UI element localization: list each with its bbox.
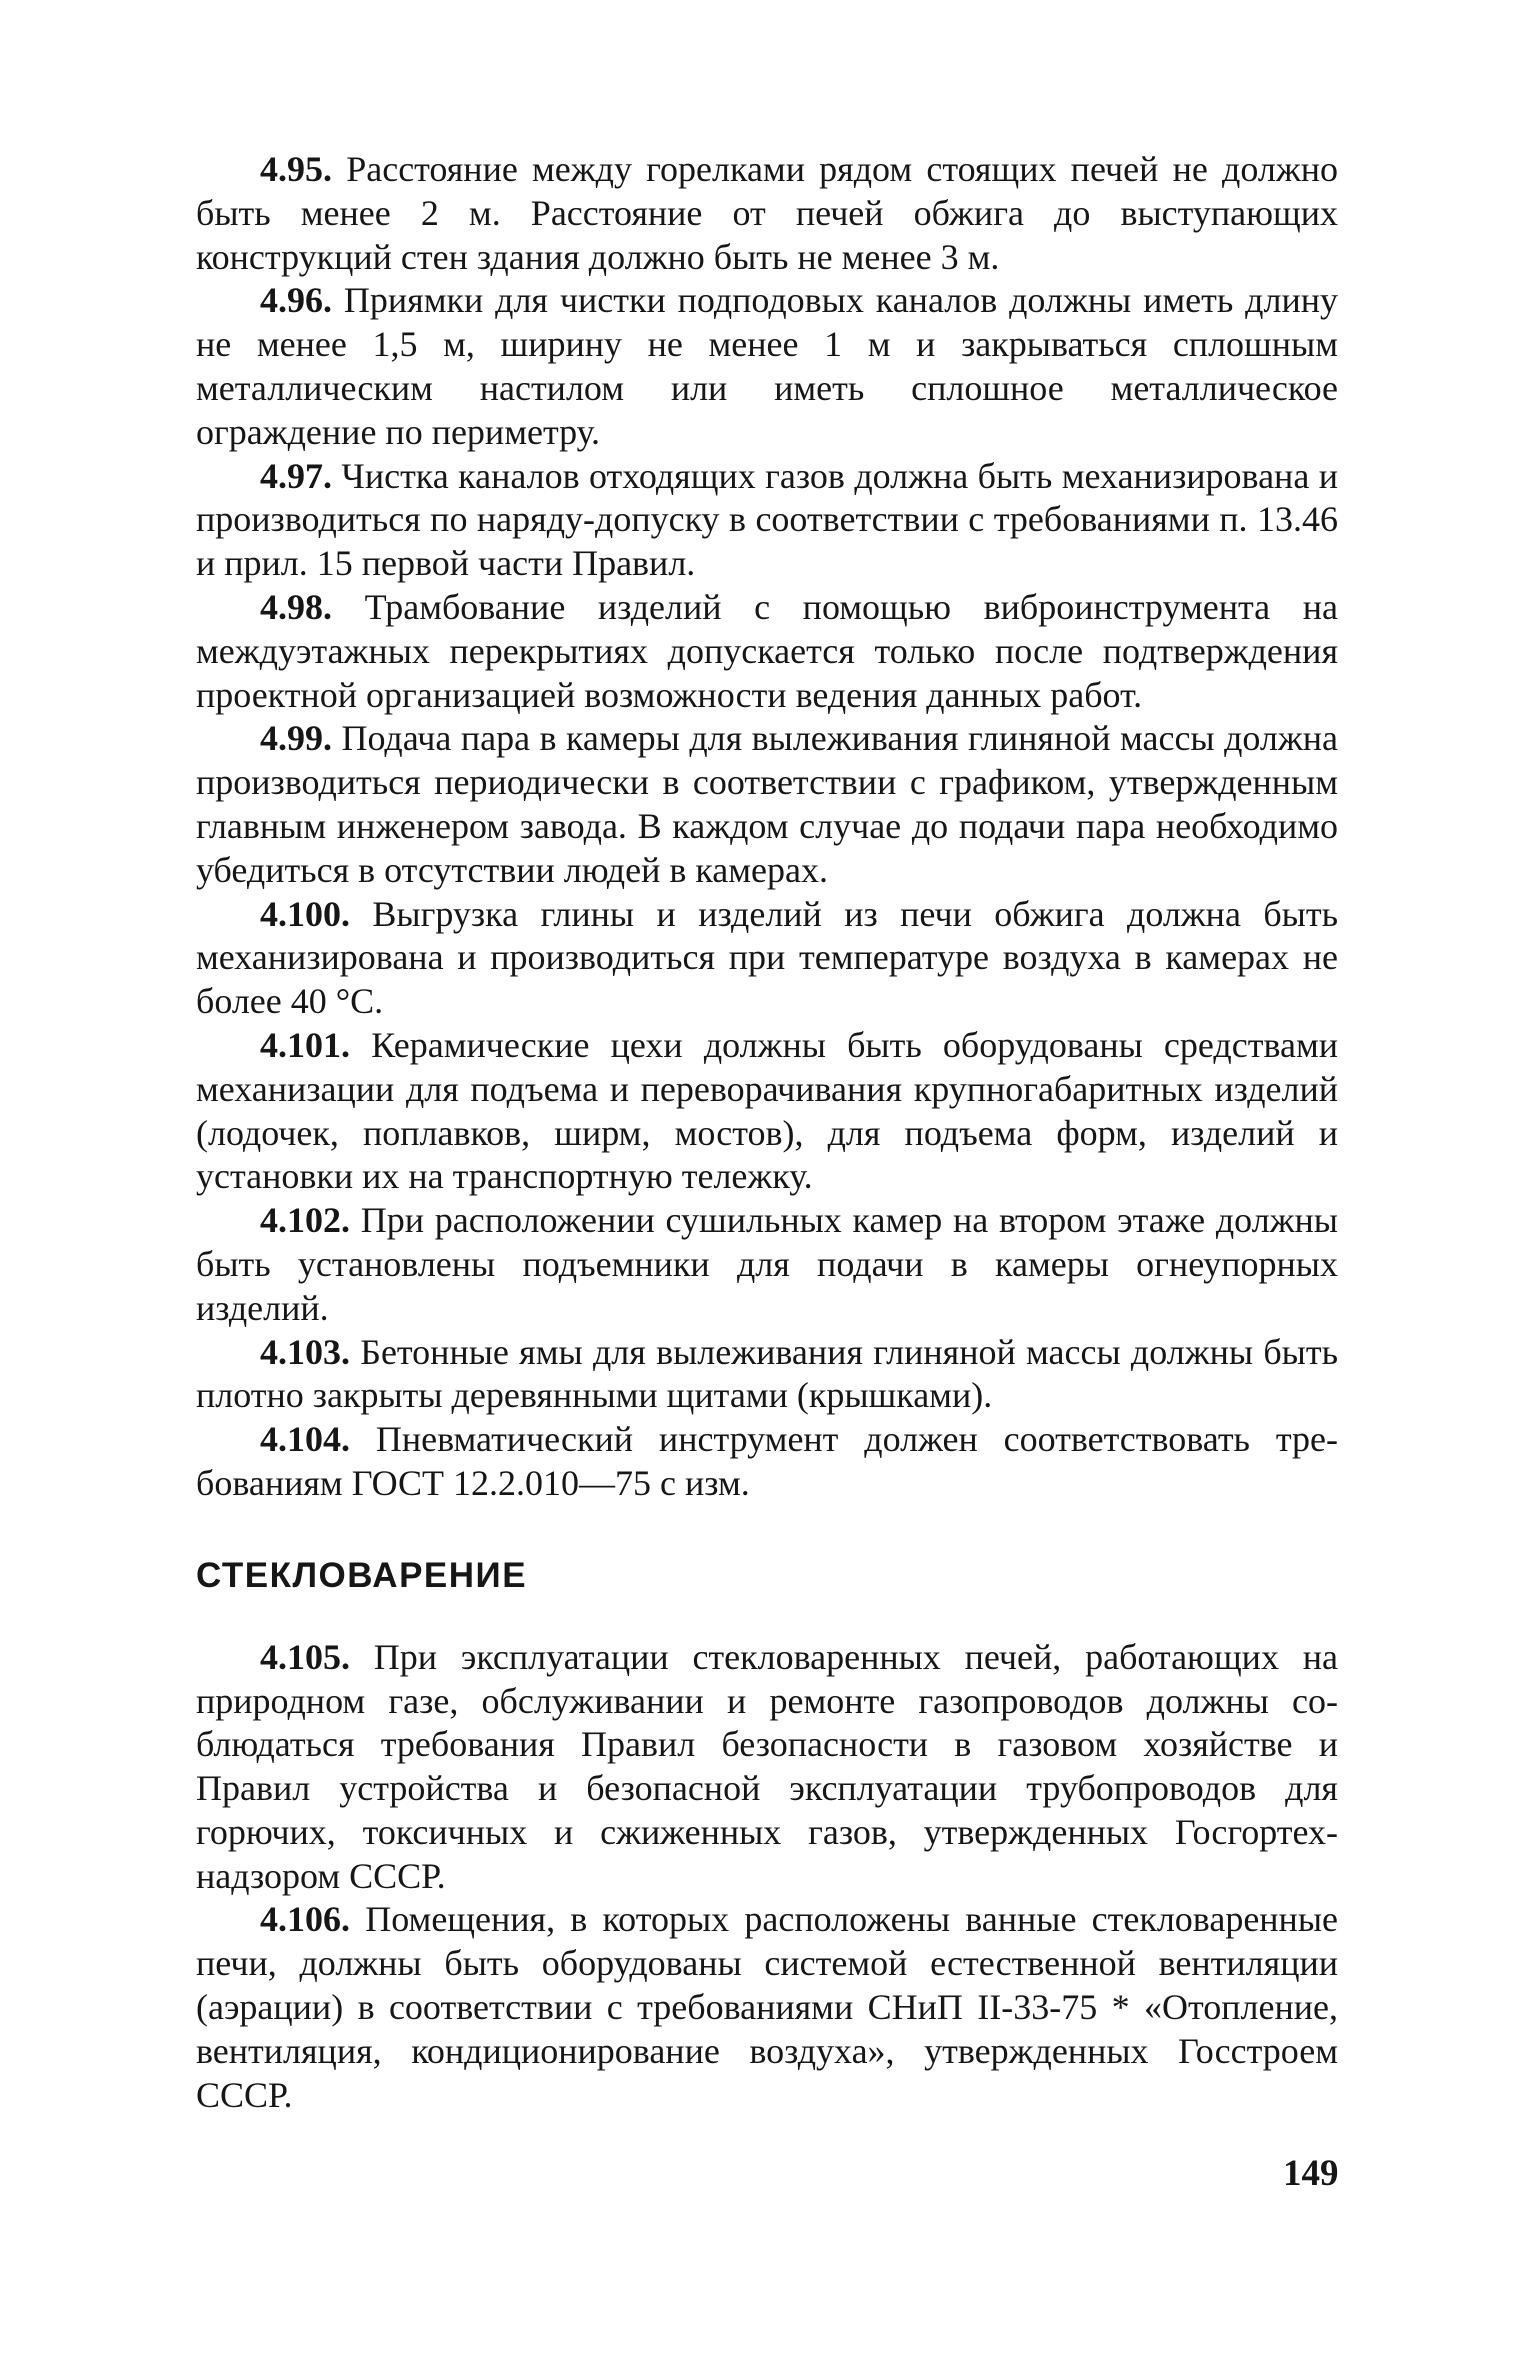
paragraph-text: При расположении сушильных камер на втором этаже должны быть установлены подъемники для подачи в камеры огнеупорных изделий. [196,1200,1338,1328]
paragraph-number: 4.106. [260,1899,350,1940]
section-heading: СТЕКЛОВАРЕНИЕ [196,1555,528,1595]
paragraph-text: Выгрузка глины и изделий из печи обжига должна быть механизирована и производиться при температуре воздуха в камерах не более 40 °С. [196,893,1338,1022]
paragraph-number: 4.104. [260,1419,350,1460]
paragraph-4-106 [196,1898,1338,2117]
paragraph-text: Керамические цехи должны быть оборудованы средствами механизации для подъема и переворачивания крупногабаритных изделий (лодочек, поплавков, ширм, мостов), для подъема форм, изделий и установки их на транспортную тележку. [196,1024,1338,1197]
paragraph-4-105 [196,1636,1338,1899]
paragraph-number: 4.100. [260,893,350,934]
paragraph-4-97 [196,455,1338,586]
paragraph-number: 4.96. [260,280,332,321]
paragraph-number: 4.101. [260,1024,350,1065]
paragraph-number: 4.102. [260,1200,350,1241]
paragraph-4-96 [196,279,1338,454]
paragraph-text: Приямки для чистки подподовых каналов должны иметь длину не менее 1,5 м, ширину не менее 1 м и закрываться сплошным металлическим настилом или иметь сплошное металлическое ограждение по периметру. [196,280,1338,452]
paragraph-text: Пневматический инструмент должен соответствовать требованиям ГОСТ 12.2.010—75 с изм. [196,1419,1338,1503]
paragraph-number: 4.105. [260,1636,350,1677]
paragraph-text: Бетонные ямы для вылеживания глиняной массы должны быть плотно закрыты деревянными щитами (крышками). [196,1331,1338,1416]
paragraph-text: При эксплуатации стекловаренных печей, работающих на природном газе, обслуживании и ремонте газопроводов должны соблюдаться требования Правил безопасности в газовом хозяйстве и Правил устройства и безопасной эксплуатации трубопроводов для горючих, токсичных и сжиженных газов, утвержденных Госгортехнадзором СССР. [196,1636,1338,1896]
paragraph-text: Расстояние между горелками рядом стоящих печей не должно быть менее 2 м. Расстояние от печей обжига до выступающих конструкций стен здания должно быть не менее 3 м. [196,149,1338,277]
paragraph-number: 4.98. [260,586,332,627]
paragraph-4-98 [196,586,1338,717]
paragraph-text: Трамбование изделий с помощью виброинструмента на междуэтажных перекрытиях допускается только после подтверждения проектной организацией возможности ведения данных работ. [196,586,1338,715]
paragraph-text: Чистка каналов отходящих газов должна быть механизирована и производиться по наряду-допуску в соответствии с требованиями п. 13.46 и прил. 15 первой части Правил. [196,455,1338,584]
paragraph-4-102 [196,1199,1338,1330]
page-content [196,148,1338,2117]
paragraph-number: 4.97. [260,455,332,496]
paragraph-4-101 [196,1024,1338,1199]
page-number: 149 [1283,2153,1339,2194]
paragraph-number: 4.103. [260,1331,350,1372]
paragraph-4-100 [196,893,1338,1024]
paragraph-number: 4.99. [260,718,332,759]
paragraph-4-95 [196,148,1338,279]
paragraph-text: Помещения, в которых расположены ванные стекловаренные печи, должны быть оборудованы системой естественной вентиляции (аэрации) в соответствии с требованиями СНиП II-33-75 * «Отопление, вентиляция, кондиционирование воздуха», утвержденных Госстроем СССР. [196,1899,1338,2115]
paragraph-4-104 [196,1418,1338,1506]
paragraph-number: 4.95. [260,149,332,189]
paragraph-4-99 [196,717,1338,892]
paragraph-text: Подача пара в камеры для вылеживания глиняной массы должна производиться периодически в соответствии с графиком, утвержденным главным инженером завода. В каждом случае до подачи пара необходимо убедиться в отсутствии людей в камерах. [196,718,1338,890]
paragraph-4-103 [196,1331,1338,1419]
